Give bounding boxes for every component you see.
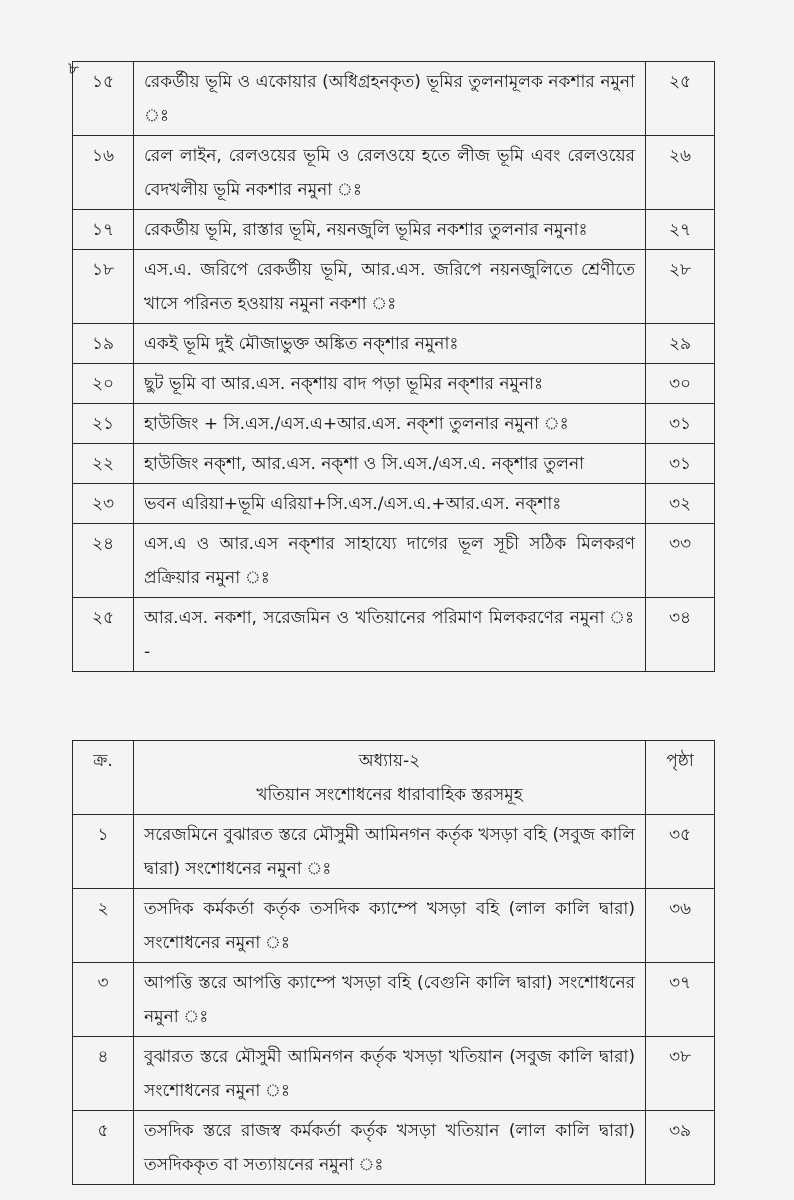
page-column-header: পৃষ্ঠা (646, 741, 715, 815)
entry-title: হাউজিং নক্‌শা, আর.এস. নক্‌শা ও সি.এস./এস.এ. নক্‌শার তুলনা (134, 444, 646, 484)
page-ref: ২৯ (646, 324, 715, 364)
serial-number: ১৮ (73, 250, 134, 324)
toc-row (73, 62, 715, 136)
serial-number: ১৬ (73, 136, 134, 210)
toc-table-body (73, 815, 715, 1185)
page-ref: ৩২ (646, 484, 715, 524)
page-ref: ২৬ (646, 136, 715, 210)
chapter-heading (134, 741, 646, 815)
page-ref: ৩৭ (646, 963, 715, 1037)
serial-number: ২২ (73, 444, 134, 484)
entry-title: এস.এ ও আর.এস নক্‌শার সাহায্যে দাগের ভূল সূচী সঠিক মিলকরণ প্রক্রিয়ার নমুনা ঃ (134, 524, 646, 598)
serial-number: ৫ (73, 1111, 134, 1185)
page-ref: ২৫ (646, 62, 715, 136)
chapter-label: অধ্যায়-২ (358, 751, 421, 771)
serial-number: ২১ (73, 404, 134, 444)
toc-row (73, 815, 715, 889)
entry-title: ভবন এরিয়া+ভূমি এরিয়া+সি.এস./এস.এ.+আর.এস. নক্‌শাঃ (134, 484, 646, 524)
entry-title: আর.এস. নকশা, সরেজমিন ও খতিয়ানের পরিমাণ মিলকরণের নমুনা ঃ - (134, 598, 646, 672)
page-ref: ৩১ (646, 444, 715, 484)
serial-column-header: ক্র. (73, 741, 134, 815)
page-ref: ৩৩ (646, 524, 715, 598)
page-ref: ৩৪ (646, 598, 715, 672)
entry-title: বুঝারত স্তরে মৌসুমী আমিনগন কর্তৃক খসড়া খতিয়ান (সবুজ কালি দ্বারা) সংশোধনের নমুনা ঃ (134, 1037, 646, 1111)
entry-title: রেকর্ডীয় ভূমি, রাস্তার ভূমি, নয়নজুলি ভূমির নকশার তুলনার নমুনাঃ (134, 210, 646, 250)
page-ref: ৩৮ (646, 1037, 715, 1111)
toc-row (73, 963, 715, 1037)
page-number: ৮ (68, 59, 80, 79)
toc-row (73, 444, 715, 484)
chapter-title: খতিয়ান সংশোধনের ধারাবাহিক স্তরসমূহ (256, 785, 523, 805)
toc-row (73, 889, 715, 963)
entry-title: তসদিক স্তরে রাজস্ব কর্মকর্তা কর্তৃক খসড়া খতিয়ান (লাল কালি দ্বারা) তসদিককৃত বা সত্যায়নের নমুনা ঃ (134, 1111, 646, 1185)
serial-number: ১৫ (73, 62, 134, 136)
entry-title: হাউজিং + সি.এস./এস.এ+আর.এস. নক্‌শা তুলনার নমুনা ঃ (134, 404, 646, 444)
toc-row (73, 324, 715, 364)
toc-row (73, 598, 715, 672)
toc-row (73, 1111, 715, 1185)
page-ref: ৩৬ (646, 889, 715, 963)
page-ref: ৩৫ (646, 815, 715, 889)
entry-title: তসদিক কর্মকর্তা কর্তৃক তসদিক ক্যাম্পে খসড়া বহি (লাল কালি দ্বারা) সংশোধনের নমুনা ঃ (134, 889, 646, 963)
entry-title: ছুট ভূমি বা আর.এস. নক্‌শায় বাদ পড়া ভূমির নক্‌শার নমুনাঃ (134, 364, 646, 404)
page-ref: ৩১ (646, 404, 715, 444)
serial-number: ৩ (73, 963, 134, 1037)
toc-row (73, 524, 715, 598)
toc-row (73, 250, 715, 324)
toc-table-part1 (72, 61, 715, 672)
entry-title: এস.এ. জরিপে রেকর্ডীয় ভূমি, আর.এস. জরিপে নয়নজুলিতে শ্রেণীতে খাসে পরিনত হওয়ায় নমুনা নকশা ঃ (134, 250, 646, 324)
page-ref: ২৮ (646, 250, 715, 324)
toc-table-body (73, 62, 715, 672)
serial-number: ২৩ (73, 484, 134, 524)
entry-title: রেল লাইন, রেলওয়ের ভূমি ও রেলওয়ে হতে লীজ ভূমি এবং রেলওয়ের বেদখলীয় ভূমি নকশার নমুনা ঃ (134, 136, 646, 210)
page-ref: ৩৯ (646, 1111, 715, 1185)
entry-title: রেকর্ডীয় ভূমি ও একোয়ার (অধিগ্রহনকৃত) ভূমির তুলনামূলক নকশার নমুনা ঃ (134, 62, 646, 136)
serial-number: ২৪ (73, 524, 134, 598)
toc-row (73, 484, 715, 524)
serial-number: ২০ (73, 364, 134, 404)
page-ref: ৩০ (646, 364, 715, 404)
serial-number: ২৫ (73, 598, 134, 672)
serial-number: ১ (73, 815, 134, 889)
entry-title: আপত্তি স্তরে আপত্তি ক্যাম্পে খসড়া বহি (বেগুনি কালি দ্বারা) সংশোধনের নমুনা ঃ (134, 963, 646, 1037)
toc-row (73, 364, 715, 404)
serial-number: ২ (73, 889, 134, 963)
entry-title: সরেজমিনে বুঝারত স্তরে মৌসুমী আমিনগন কর্তৃক খসড়া বহি (সবুজ কালি দ্বারা) সংশোধনের নমুনা ঃ (134, 815, 646, 889)
entry-title: একই ভূমি দুই মৌজাভুক্ত অঙ্কিত নক্‌শার নমুনাঃ (134, 324, 646, 364)
page-ref: ২৭ (646, 210, 715, 250)
toc-row (73, 1037, 715, 1111)
toc-header-row (73, 741, 715, 815)
toc-row (73, 404, 715, 444)
toc-table-chapter-2 (72, 740, 715, 1185)
toc-row (73, 210, 715, 250)
toc-row (73, 136, 715, 210)
serial-number: ১৭ (73, 210, 134, 250)
serial-number: ১৯ (73, 324, 134, 364)
serial-number: ৪ (73, 1037, 134, 1111)
